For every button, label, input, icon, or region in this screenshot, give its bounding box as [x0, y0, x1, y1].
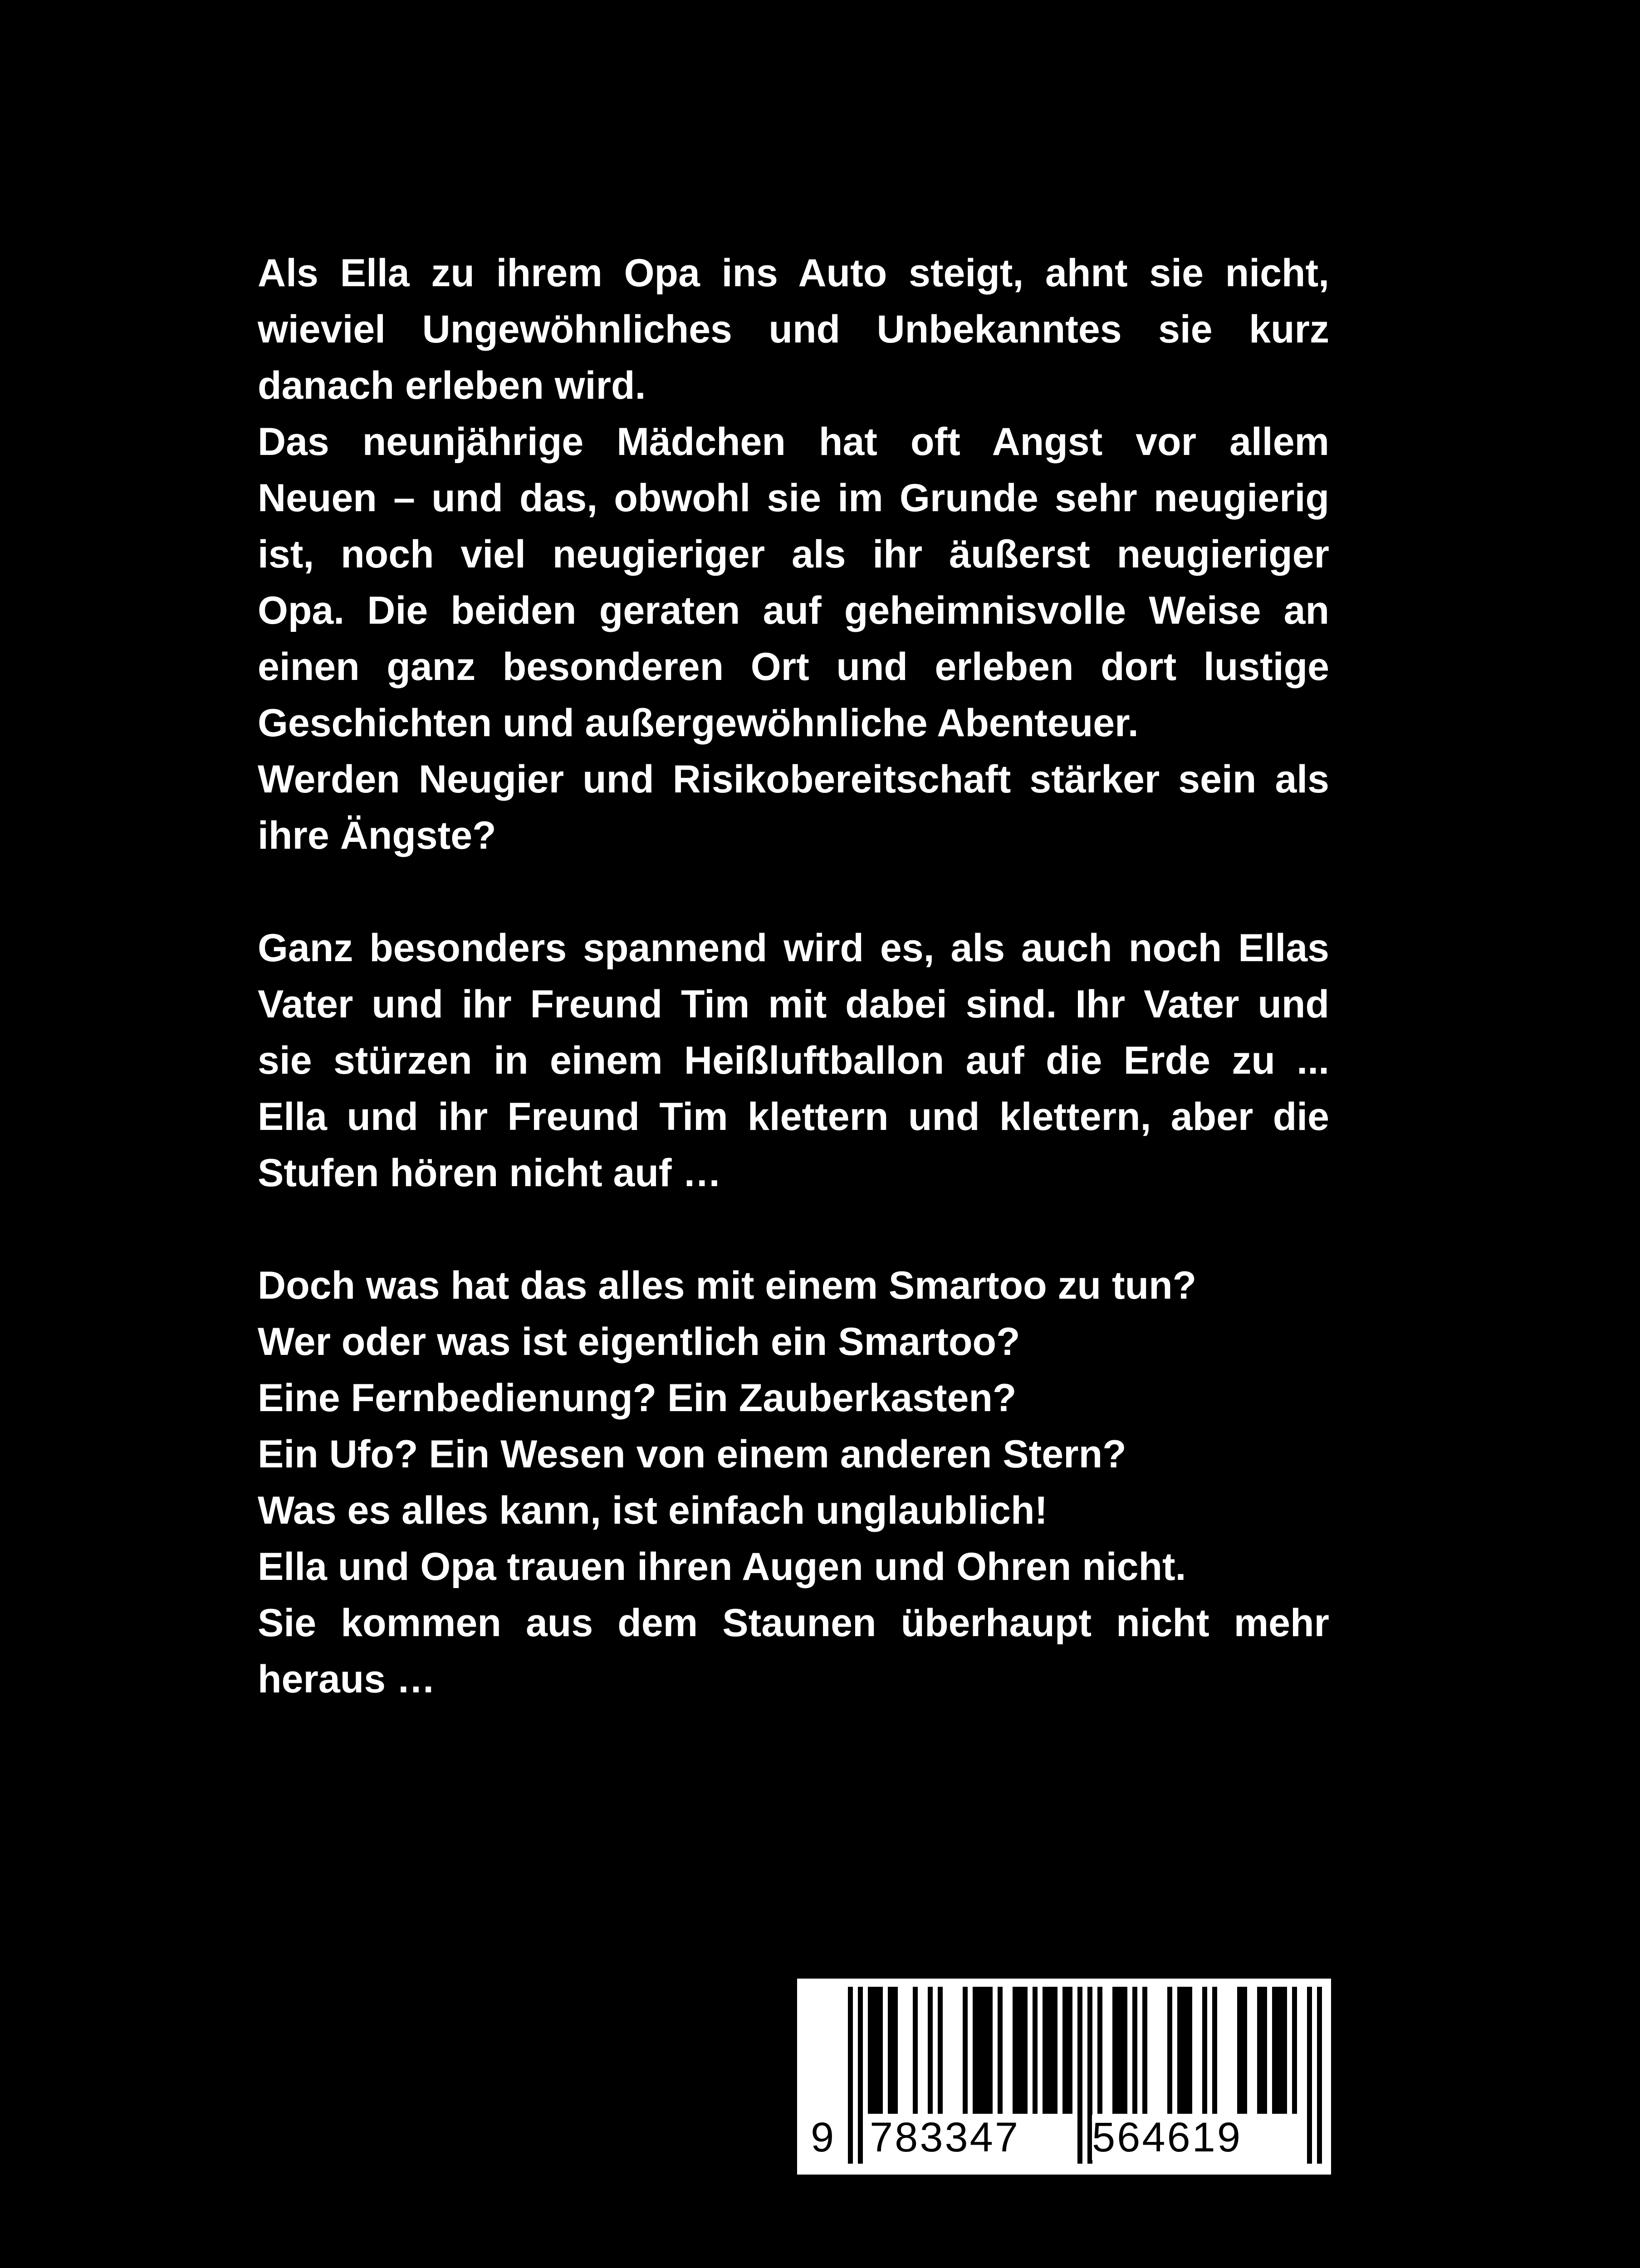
- barcode-bar: [1097, 1987, 1102, 2114]
- barcode-bar: [1067, 1987, 1072, 2114]
- barcode-bar: [1177, 1987, 1182, 2114]
- barcode-guard-bar: [1307, 1987, 1312, 2164]
- barcode-bar: [1277, 1987, 1282, 2114]
- barcode-bar: [998, 1987, 1003, 2114]
- isbn-barcode: [797, 1979, 1331, 2175]
- blurb-line: Das neunjährige Mädchen hat oft Angst vor allem: [258, 420, 1329, 464]
- blurb-paragraph-1: [258, 245, 1329, 864]
- barcode-guard-bar: [848, 1987, 853, 2164]
- blurb-line: Eine Fernbedienung? Ein Zauberkasten?: [258, 1376, 1017, 1420]
- barcode-guard-bar: [1317, 1987, 1322, 2164]
- barcode-bar: [1013, 1987, 1018, 2114]
- barcode-bar: [973, 1987, 978, 2114]
- barcode-bar: [1132, 1987, 1137, 2114]
- blurb-line: Ein Ufo? Ein Wesen von einem anderen Stern?: [258, 1432, 1126, 1476]
- barcode-bar: [888, 1987, 893, 2114]
- blurb-line: Als Ella zu ihrem Opa ins Auto steigt, ahnt sie nicht,: [258, 251, 1329, 295]
- barcode-bar: [893, 1987, 898, 2114]
- blurb-line: heraus …: [258, 1657, 436, 1701]
- blurb-line: Vater und ihr Freund Tim mit dabei sind. Ihr Vater und: [258, 982, 1329, 1026]
- barcode-bar: [1257, 1987, 1262, 2114]
- barcode-bar: [1142, 1987, 1147, 2114]
- blurb-line: sie stürzen in einem Heißluftballon auf die Erde zu ...: [258, 1039, 1329, 1082]
- blurb-paragraph-3: [258, 1257, 1329, 1707]
- barcode-bar: [963, 1987, 968, 2114]
- barcode-bar: [878, 1987, 883, 2114]
- blurb-line: Ella und Opa trauen ihren Augen und Ohren nicht.: [258, 1545, 1186, 1589]
- blurb-paragraph-2: [258, 920, 1329, 1201]
- blurb-line: Stufen hören nicht auf …: [258, 1151, 722, 1195]
- blurb-line: Ella und ihr Freund Tim klettern und klettern, aber die: [258, 1095, 1329, 1139]
- barcode-bar: [1237, 1987, 1242, 2114]
- barcode-bar: [1053, 1987, 1057, 2114]
- barcode-bar: [1048, 1987, 1053, 2114]
- barcode-guard-bar: [1077, 1987, 1082, 2164]
- barcode-bar: [1182, 1987, 1187, 2114]
- blurb-line: Sie kommen aus dem Staunen überhaupt nicht mehr: [258, 1601, 1329, 1645]
- blurb-line: ihre Ängste?: [258, 814, 496, 857]
- barcode-bar: [1187, 1987, 1192, 2114]
- barcode-bar: [938, 1987, 943, 2114]
- barcode-bar: [978, 1987, 983, 2114]
- blurb-line: einen ganz besonderen Ort und erleben dort lustige: [258, 645, 1329, 689]
- barcode-bar: [868, 1987, 873, 2114]
- barcode-bar: [1117, 1987, 1122, 2114]
- barcode-bar: [1292, 1987, 1297, 2114]
- paragraph-spacer: [258, 1201, 1329, 1257]
- barcode-bar: [983, 1987, 988, 2114]
- blurb-line: Werden Neugier und Risikobereitschaft stärker sein als: [258, 758, 1329, 801]
- barcode-bar: [988, 1987, 993, 2114]
- barcode-bar: [1033, 1987, 1038, 2114]
- paragraph-spacer: [258, 864, 1329, 920]
- barcode-bar: [1018, 1987, 1023, 2114]
- blurb-line: Was es alles kann, ist einfach unglaublich!: [258, 1489, 1048, 1532]
- barcode-bar: [1167, 1987, 1172, 2114]
- barcode-bar: [873, 1987, 878, 2114]
- blurb-line: wieviel Ungewöhnliches und Unbekanntes sie kurz: [258, 308, 1329, 351]
- barcode-left-digits: 783347: [870, 2114, 1020, 2160]
- barcode-first-digit: 9: [811, 2114, 834, 2160]
- barcode-bar: [1112, 1987, 1117, 2114]
- blurb-line: Ganz besonders spannend wird es, als auch noch Ellas: [258, 926, 1329, 970]
- blurb-line: Opa. Die beiden geraten auf geheimnisvolle Weise an: [258, 589, 1329, 632]
- blurb-line: Neuen – und das, obwohl sie im Grunde sehr neugierig: [258, 476, 1329, 520]
- barcode-bar: [1242, 1987, 1247, 2114]
- barcode-bar: [1272, 1987, 1277, 2114]
- barcode-bar: [1262, 1987, 1267, 2114]
- barcode-bar: [928, 1987, 933, 2114]
- blurb-line: Geschichten und außergewöhnliche Abenteuer.: [258, 701, 1139, 745]
- barcode-bar: [1202, 1987, 1207, 2114]
- barcode-bar: [1023, 1987, 1028, 2114]
- barcode-guard-bar: [858, 1987, 863, 2164]
- barcode-bar: [1043, 1987, 1048, 2114]
- barcode-bar: [1062, 1987, 1067, 2114]
- barcode-bar: [913, 1987, 918, 2114]
- barcode-right-digits: 564619: [1092, 2114, 1242, 2160]
- blurb-line: danach erleben wird.: [258, 364, 646, 407]
- barcode-bar: [1122, 1987, 1127, 2114]
- barcode-bar: [1212, 1987, 1217, 2114]
- back-cover-blurb: [258, 245, 1329, 1707]
- blurb-line: ist, noch viel neugieriger als ihr äußerst neugieriger: [258, 533, 1329, 576]
- barcode-bar: [1282, 1987, 1287, 2114]
- blurb-line: Wer oder was ist eigentlich ein Smartoo?: [258, 1320, 1020, 1364]
- blurb-line: Doch was hat das alles mit einem Smartoo zu tun?: [258, 1264, 1197, 1307]
